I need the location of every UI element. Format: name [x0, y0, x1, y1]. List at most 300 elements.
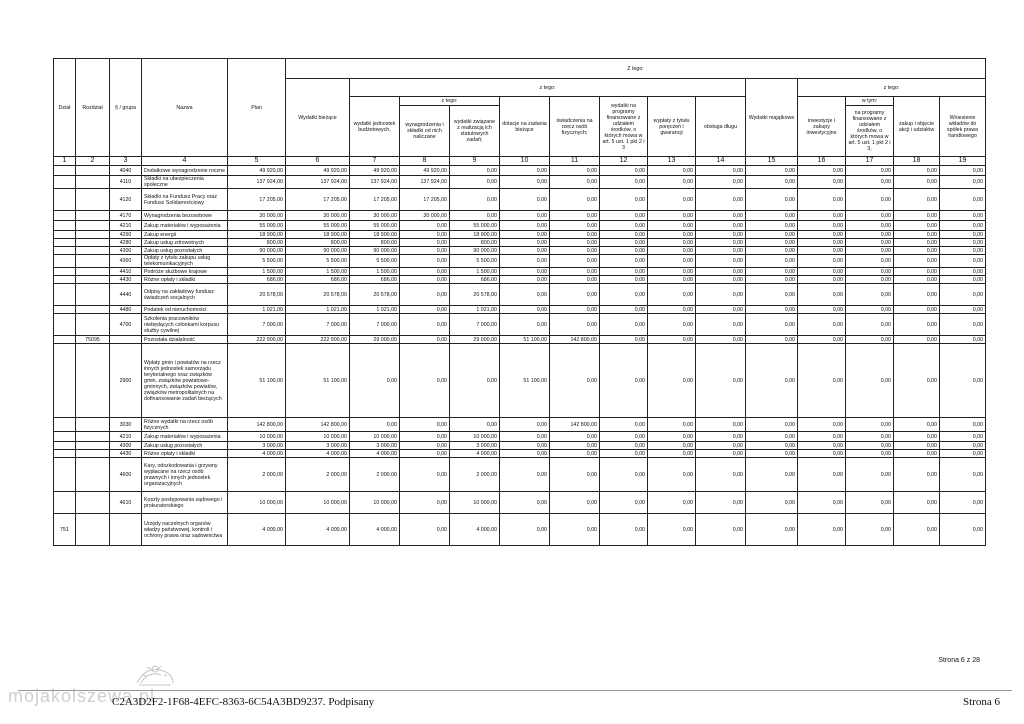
- value-cell: 0,00: [846, 276, 894, 284]
- grupa-cell: 4280: [110, 239, 142, 247]
- value-cell: 0,00: [648, 344, 696, 418]
- value-cell: 30 000,00: [228, 211, 286, 221]
- name-cell: Składki na Fundusz Pracy oraz Fundusz Solidarnościowy: [142, 189, 228, 211]
- table-row: [54, 211, 986, 221]
- column-number: 7: [350, 157, 400, 166]
- value-cell: 0,00: [400, 336, 450, 344]
- rozdzial-cell: [76, 239, 110, 247]
- value-cell: 3 000,00: [286, 442, 350, 450]
- value-cell: 18 900,00: [350, 231, 400, 239]
- table-row: [54, 166, 986, 176]
- value-cell: 0,00: [450, 166, 500, 176]
- name-cell: Podatek od nieruchomości: [142, 306, 228, 314]
- value-cell: 0,00: [940, 514, 986, 546]
- value-cell: 0,00: [696, 418, 746, 432]
- value-cell: 0,00: [400, 418, 450, 432]
- table-row: [54, 450, 986, 458]
- value-cell: 0,00: [550, 284, 600, 306]
- value-cell: 0,00: [696, 166, 746, 176]
- value-cell: 0,00: [894, 344, 940, 418]
- value-cell: 0,00: [550, 432, 600, 442]
- value-cell: 0,00: [600, 314, 648, 336]
- value-cell: 51 100,00: [228, 344, 286, 418]
- value-cell: 0,00: [400, 344, 450, 418]
- value-cell: 0,00: [550, 231, 600, 239]
- value-cell: 0,00: [746, 492, 798, 514]
- value-cell: 0,00: [746, 284, 798, 306]
- value-cell: 0,00: [846, 176, 894, 189]
- column-number: 11: [550, 157, 600, 166]
- value-cell: 0,00: [846, 255, 894, 268]
- value-cell: 0,00: [550, 268, 600, 276]
- value-cell: 0,00: [798, 344, 846, 418]
- value-cell: 18 900,00: [450, 231, 500, 239]
- rozdzial-cell: [76, 344, 110, 418]
- value-cell: 0,00: [894, 306, 940, 314]
- header-z-tego-jednostek: z tego:: [400, 97, 500, 106]
- column-number: 1: [54, 157, 76, 166]
- dzial-cell: [54, 284, 76, 306]
- value-cell: 0,00: [746, 344, 798, 418]
- value-cell: 0,00: [600, 336, 648, 344]
- value-cell: 0,00: [696, 255, 746, 268]
- value-cell: 686,00: [228, 276, 286, 284]
- column-number: 4: [142, 157, 228, 166]
- dzial-cell: [54, 450, 76, 458]
- table-row: [54, 268, 986, 276]
- value-cell: 222 900,00: [228, 336, 286, 344]
- value-cell: 0,00: [648, 189, 696, 211]
- value-cell: 1 500,00: [228, 268, 286, 276]
- value-cell: 0,00: [798, 268, 846, 276]
- grupa-cell: 2900: [110, 344, 142, 418]
- value-cell: 0,00: [846, 211, 894, 221]
- value-cell: 0,00: [600, 247, 648, 255]
- header-dzial: Dział: [54, 59, 76, 157]
- value-cell: 0,00: [940, 176, 986, 189]
- table-row: [54, 255, 986, 268]
- value-cell: 0,00: [550, 211, 600, 221]
- value-cell: 0,00: [894, 268, 940, 276]
- value-cell: 0,00: [500, 166, 550, 176]
- value-cell: 0,00: [500, 231, 550, 239]
- value-cell: 0,00: [600, 492, 648, 514]
- rozdzial-cell: [76, 276, 110, 284]
- value-cell: 0,00: [500, 432, 550, 442]
- grupa-cell: 4410: [110, 268, 142, 276]
- value-cell: 0,00: [450, 189, 500, 211]
- name-cell: Zakup usług zdrowotnych: [142, 239, 228, 247]
- value-cell: 0,00: [500, 176, 550, 189]
- value-cell: 0,00: [846, 189, 894, 211]
- grupa-cell: 4700: [110, 314, 142, 336]
- value-cell: 0,00: [798, 166, 846, 176]
- value-cell: 222 900,00: [286, 336, 350, 344]
- header-plan: Plan: [228, 59, 286, 157]
- value-cell: 0,00: [746, 276, 798, 284]
- value-cell: 0,00: [894, 418, 940, 432]
- value-cell: 0,00: [846, 166, 894, 176]
- value-cell: 0,00: [450, 176, 500, 189]
- value-cell: 137 924,00: [400, 176, 450, 189]
- value-cell: 686,00: [286, 276, 350, 284]
- rozdzial-cell: [76, 492, 110, 514]
- value-cell: 49 920,00: [286, 166, 350, 176]
- value-cell: 0,00: [696, 189, 746, 211]
- value-cell: 0,00: [400, 231, 450, 239]
- value-cell: 0,00: [940, 432, 986, 442]
- rozdzial-cell: [76, 247, 110, 255]
- table-row: [54, 514, 986, 546]
- value-cell: 10 000,00: [228, 432, 286, 442]
- value-cell: 0,00: [648, 255, 696, 268]
- dzial-cell: [54, 166, 76, 176]
- dzial-cell: [54, 239, 76, 247]
- value-cell: 0,00: [940, 314, 986, 336]
- grupa-cell: 4300: [110, 247, 142, 255]
- value-cell: 0,00: [746, 268, 798, 276]
- value-cell: 0,00: [696, 314, 746, 336]
- dzial-cell: [54, 255, 76, 268]
- value-cell: 0,00: [600, 458, 648, 492]
- value-cell: 0,00: [600, 306, 648, 314]
- value-cell: 3 000,00: [450, 442, 500, 450]
- value-cell: 0,00: [500, 492, 550, 514]
- value-cell: 0,00: [550, 450, 600, 458]
- value-cell: 0,00: [500, 276, 550, 284]
- value-cell: 0,00: [940, 268, 986, 276]
- value-cell: 0,00: [696, 450, 746, 458]
- value-cell: 0,00: [696, 492, 746, 514]
- budget-table: [53, 58, 986, 546]
- name-cell: Podróże służbowe krajowe: [142, 268, 228, 276]
- value-cell: 1 500,00: [350, 268, 400, 276]
- value-cell: 0,00: [550, 247, 600, 255]
- value-cell: 0,00: [648, 458, 696, 492]
- header-poreczen: wypłaty z tytułu poręczeń i gwarancji: [648, 97, 696, 157]
- column-number-row: [54, 157, 986, 166]
- dzial-cell: [54, 231, 76, 239]
- table-row: [54, 276, 986, 284]
- value-cell: 10 000,00: [450, 492, 500, 514]
- value-cell: 0,00: [846, 314, 894, 336]
- signature-text: C2A3D2F2-1F68-4EFC-8363-6C54A3BD9237. Podpisany: [112, 696, 375, 708]
- value-cell: 0,00: [798, 211, 846, 221]
- rozdzial-cell: [76, 432, 110, 442]
- value-cell: 4 000,00: [228, 450, 286, 458]
- value-cell: 0,00: [746, 336, 798, 344]
- grupa-cell: 4610: [110, 492, 142, 514]
- value-cell: 0,00: [846, 306, 894, 314]
- column-number: 12: [600, 157, 648, 166]
- header-zwiazane: wydatki związane z realizacją ich statutowych zadań;: [450, 106, 500, 157]
- value-cell: 0,00: [798, 306, 846, 314]
- dzial-cell: [54, 247, 76, 255]
- header-wydatki-biezace: Wydatki bieżące: [286, 79, 350, 157]
- table-row: [54, 344, 986, 418]
- value-cell: 0,00: [600, 221, 648, 231]
- header-dotacje: dotacje na zadania bieżące: [500, 97, 550, 157]
- name-cell: Wpłaty gmin i powiatów na rzecz innych jednostek samorządu terytorialnego oraz związków gmin, związków powiatowo-gminnych, związków powiatów, związków metropolitalnych na dofinansowanie zadań bieżących: [142, 344, 228, 418]
- name-cell: Różne opłaty i składki: [142, 276, 228, 284]
- value-cell: 0,00: [846, 432, 894, 442]
- value-cell: 800,00: [286, 239, 350, 247]
- value-cell: 137 924,00: [228, 176, 286, 189]
- value-cell: 0,00: [696, 211, 746, 221]
- column-number: 15: [746, 157, 798, 166]
- value-cell: 0,00: [798, 247, 846, 255]
- value-cell: 0,00: [940, 221, 986, 231]
- table-row: [54, 432, 986, 442]
- value-cell: 1 500,00: [450, 268, 500, 276]
- value-cell: 1 021,00: [450, 306, 500, 314]
- grupa-cell: 4210: [110, 432, 142, 442]
- table-body: [54, 166, 986, 546]
- value-cell: 10 000,00: [286, 492, 350, 514]
- value-cell: 0,00: [648, 336, 696, 344]
- value-cell: 0,00: [746, 221, 798, 231]
- value-cell: 0,00: [450, 418, 500, 432]
- value-cell: 0,00: [798, 284, 846, 306]
- value-cell: 137 924,00: [286, 176, 350, 189]
- value-cell: 10 000,00: [350, 492, 400, 514]
- grupa-cell: 4210: [110, 221, 142, 231]
- dzial-cell: [54, 418, 76, 432]
- value-cell: 0,00: [500, 514, 550, 546]
- value-cell: 0,00: [696, 458, 746, 492]
- value-cell: 0,00: [600, 442, 648, 450]
- value-cell: 0,00: [400, 492, 450, 514]
- value-cell: 0,00: [450, 211, 500, 221]
- value-cell: 0,00: [550, 189, 600, 211]
- name-cell: Pozostała działalność: [142, 336, 228, 344]
- value-cell: 0,00: [798, 450, 846, 458]
- value-cell: 0,00: [500, 247, 550, 255]
- value-cell: 0,00: [798, 221, 846, 231]
- value-cell: 4 000,00: [350, 514, 400, 546]
- grupa-cell: 4300: [110, 442, 142, 450]
- table-row: [54, 231, 986, 239]
- value-cell: 2 000,00: [228, 458, 286, 492]
- value-cell: 0,00: [600, 231, 648, 239]
- value-cell: 29 000,00: [350, 336, 400, 344]
- value-cell: 10 000,00: [228, 492, 286, 514]
- table-row: [54, 284, 986, 306]
- value-cell: 49 920,00: [400, 166, 450, 176]
- value-cell: 0,00: [500, 418, 550, 432]
- name-cell: Odpisy na zakładowy fundusz świadczeń socjalnych: [142, 284, 228, 306]
- value-cell: 4 000,00: [450, 514, 500, 546]
- column-number: 16: [798, 157, 846, 166]
- name-cell: Zakup materiałów i wyposażenia: [142, 432, 228, 442]
- value-cell: 0,00: [746, 458, 798, 492]
- dzial-cell: [54, 276, 76, 284]
- rozdzial-cell: [76, 450, 110, 458]
- value-cell: 2 000,00: [350, 458, 400, 492]
- table-row: [54, 458, 986, 492]
- value-cell: 0,00: [940, 284, 986, 306]
- grupa-cell: 4170: [110, 211, 142, 221]
- value-cell: 29 000,00: [450, 336, 500, 344]
- value-cell: 0,00: [940, 442, 986, 450]
- value-cell: 800,00: [350, 239, 400, 247]
- dzial-cell: [54, 306, 76, 314]
- table-row: [54, 239, 986, 247]
- header-z-tego-majatkowe: z tego:: [798, 79, 986, 97]
- value-cell: 0,00: [846, 221, 894, 231]
- value-cell: 0,00: [600, 514, 648, 546]
- value-cell: 0,00: [798, 231, 846, 239]
- dzial-cell: [54, 336, 76, 344]
- value-cell: 0,00: [798, 255, 846, 268]
- rozdzial-cell: [76, 418, 110, 432]
- value-cell: 0,00: [648, 239, 696, 247]
- value-cell: 55 000,00: [450, 221, 500, 231]
- column-number: 10: [500, 157, 550, 166]
- value-cell: 0,00: [550, 442, 600, 450]
- value-cell: 0,00: [940, 276, 986, 284]
- header-wynagrodzenia: wynagrodzenia i składki od nich naliczane: [400, 106, 450, 157]
- value-cell: 0,00: [550, 276, 600, 284]
- grupa-cell: 3030: [110, 418, 142, 432]
- value-cell: 0,00: [550, 255, 600, 268]
- table-row: [54, 442, 986, 450]
- value-cell: 0,00: [894, 432, 940, 442]
- value-cell: 800,00: [450, 239, 500, 247]
- value-cell: 7 000,00: [350, 314, 400, 336]
- value-cell: 0,00: [400, 247, 450, 255]
- value-cell: 4 000,00: [350, 450, 400, 458]
- value-cell: 18 900,00: [228, 231, 286, 239]
- value-cell: 0,00: [500, 450, 550, 458]
- value-cell: 0,00: [746, 514, 798, 546]
- header-wydatki-majatkowe: Wydatki majątkowe: [746, 79, 798, 157]
- value-cell: 0,00: [350, 344, 400, 418]
- value-cell: 0,00: [600, 344, 648, 418]
- value-cell: 0,00: [746, 176, 798, 189]
- rozdzial-cell: [76, 268, 110, 276]
- value-cell: 0,00: [846, 268, 894, 276]
- value-cell: 0,00: [846, 344, 894, 418]
- value-cell: 0,00: [846, 239, 894, 247]
- value-cell: 0,00: [746, 166, 798, 176]
- value-cell: 7 000,00: [286, 314, 350, 336]
- value-cell: 0,00: [846, 492, 894, 514]
- value-cell: 0,00: [400, 268, 450, 276]
- value-cell: 142 800,00: [550, 336, 600, 344]
- table-row: [54, 492, 986, 514]
- table-row: [54, 314, 986, 336]
- value-cell: 0,00: [450, 344, 500, 418]
- rozdzial-cell: [76, 221, 110, 231]
- name-cell: Różne wydatki na rzecz osób fizycznych: [142, 418, 228, 432]
- value-cell: 0,00: [648, 176, 696, 189]
- header-wydatki-jednostek: wydatki jednostek budżetowych,: [350, 97, 400, 157]
- grupa-cell: 4430: [110, 450, 142, 458]
- value-cell: 0,00: [940, 492, 986, 514]
- value-cell: 0,00: [846, 247, 894, 255]
- header-wniesienie: Wniesienie wkładów do spółek prawa handlowego: [940, 97, 986, 157]
- dzial-cell: [54, 432, 76, 442]
- value-cell: 0,00: [798, 276, 846, 284]
- header-programy-majatkowe: na programy finansowane z udziałem środków, o których mowa w art. 5 ust. 1 pkt 2 i 3,: [846, 106, 894, 157]
- value-cell: 0,00: [798, 442, 846, 450]
- table-row: [54, 306, 986, 314]
- value-cell: 0,00: [550, 314, 600, 336]
- name-cell: Urzędy naczelnych organów władzy państwowej, kontroli i ochrony prawa oraz sądownictwa: [142, 514, 228, 546]
- value-cell: 0,00: [550, 239, 600, 247]
- value-cell: 0,00: [648, 450, 696, 458]
- value-cell: 4 000,00: [450, 450, 500, 458]
- value-cell: 0,00: [894, 231, 940, 239]
- value-cell: 20 578,00: [450, 284, 500, 306]
- value-cell: 0,00: [746, 418, 798, 432]
- value-cell: 0,00: [696, 442, 746, 450]
- value-cell: 0,00: [746, 211, 798, 221]
- name-cell: Zakup usług pozostałych: [142, 247, 228, 255]
- value-cell: 51 100,00: [500, 336, 550, 344]
- value-cell: 0,00: [846, 514, 894, 546]
- value-cell: 0,00: [500, 255, 550, 268]
- grupa-cell: [110, 514, 142, 546]
- value-cell: 17 205,00: [228, 189, 286, 211]
- value-cell: 0,00: [550, 514, 600, 546]
- value-cell: 0,00: [894, 166, 940, 176]
- grupa-cell: 4440: [110, 284, 142, 306]
- value-cell: 0,00: [500, 239, 550, 247]
- value-cell: 0,00: [400, 255, 450, 268]
- rozdzial-cell: [76, 189, 110, 211]
- value-cell: 0,00: [798, 239, 846, 247]
- value-cell: 3 000,00: [350, 442, 400, 450]
- name-cell: Opłaty z tytułu zakupu usług telekomunikacyjnych: [142, 255, 228, 268]
- value-cell: 1 021,00: [286, 306, 350, 314]
- footer-page: Strona 6: [963, 696, 1000, 708]
- value-cell: 0,00: [696, 176, 746, 189]
- value-cell: 0,00: [846, 442, 894, 450]
- dzial-cell: [54, 314, 76, 336]
- value-cell: 10 000,00: [450, 432, 500, 442]
- rozdzial-cell: [76, 211, 110, 221]
- value-cell: 20 578,00: [228, 284, 286, 306]
- value-cell: 0,00: [500, 211, 550, 221]
- value-cell: 0,00: [400, 442, 450, 450]
- header-dlugu: obsługa długu: [696, 97, 746, 157]
- value-cell: 0,00: [846, 336, 894, 344]
- value-cell: 7 000,00: [228, 314, 286, 336]
- column-number: 19: [940, 157, 986, 166]
- dzial-cell: [54, 442, 76, 450]
- value-cell: 0,00: [400, 306, 450, 314]
- value-cell: 10 000,00: [350, 432, 400, 442]
- value-cell: 55 000,00: [286, 221, 350, 231]
- value-cell: 0,00: [648, 306, 696, 314]
- column-number: 6: [286, 157, 350, 166]
- name-cell: Różne opłaty i składki: [142, 450, 228, 458]
- value-cell: 30 000,00: [400, 211, 450, 221]
- value-cell: 0,00: [940, 189, 986, 211]
- value-cell: 0,00: [550, 344, 600, 418]
- value-cell: 0,00: [648, 276, 696, 284]
- value-cell: 0,00: [798, 336, 846, 344]
- value-cell: 0,00: [696, 336, 746, 344]
- value-cell: 0,00: [600, 268, 648, 276]
- value-cell: 0,00: [500, 442, 550, 450]
- value-cell: 0,00: [648, 231, 696, 239]
- page-counter: Strona 6 z 28: [938, 657, 980, 664]
- value-cell: 0,00: [500, 284, 550, 306]
- value-cell: 0,00: [746, 255, 798, 268]
